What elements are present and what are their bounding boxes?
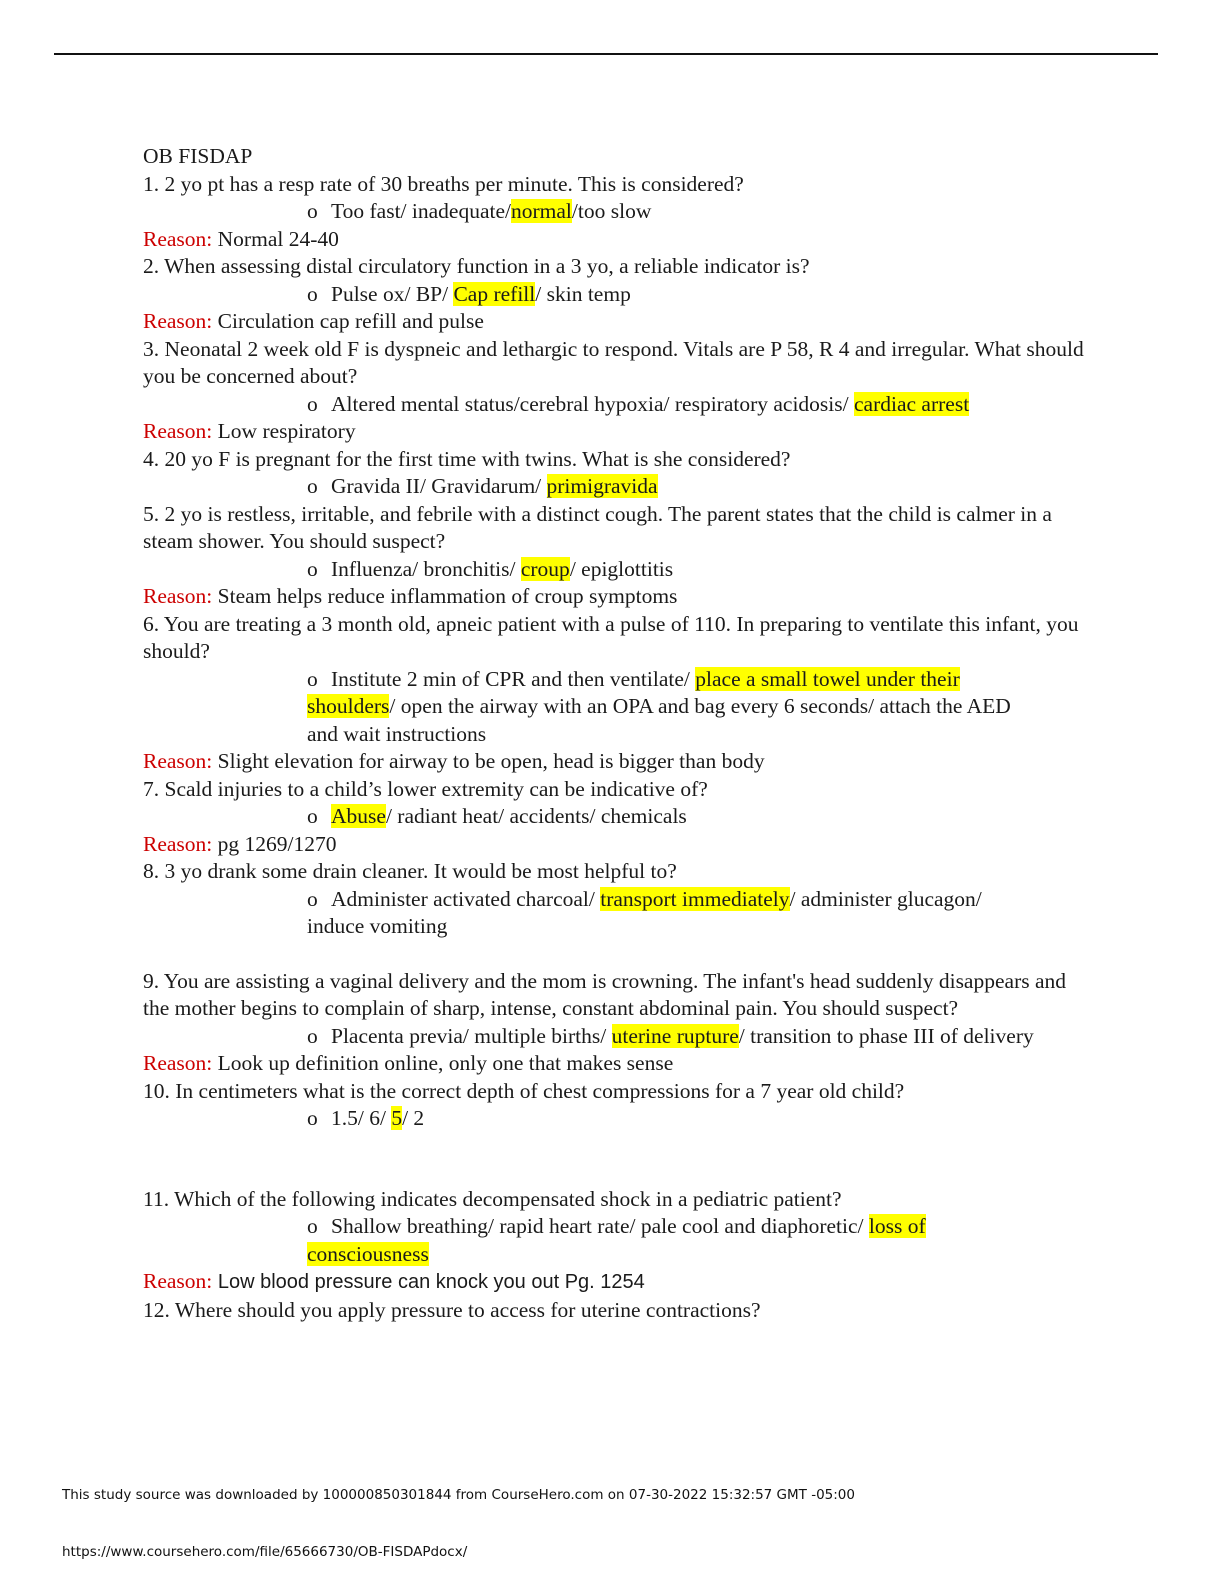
option-text: Altered mental status/cerebral hypoxia/ respiratory acidosis/ xyxy=(331,391,854,416)
correct-answer-8: transport immediately xyxy=(600,886,790,911)
spacer xyxy=(143,1133,1088,1186)
option-text: / 2 xyxy=(402,1106,425,1130)
option-text: Gravida II/ Gravidarum/ xyxy=(331,474,547,498)
reason-text: Steam helps reduce inflammation of croup symptoms xyxy=(212,584,678,608)
option-text: Placenta previa/ multiple births/ xyxy=(331,1023,612,1048)
header-rule xyxy=(54,53,1158,55)
download-notice: This study source was downloaded by 100000850301844 from CourseHero.com on 07-30-2022 15:32:57 GMT -05:00 xyxy=(62,1487,855,1503)
correct-answer-6: place a small towel under their shoulders xyxy=(307,666,960,718)
reason-text: Slight elevation for airway to be open, head is bigger than body xyxy=(212,749,765,773)
reason-label: Reason: xyxy=(143,831,213,856)
correct-answer-4: primigravida xyxy=(546,474,658,498)
option-bullet: o xyxy=(307,199,318,223)
options-9 xyxy=(143,1023,1042,1051)
option-text: Pulse ox/ BP/ xyxy=(331,281,454,306)
option-bullet: o xyxy=(307,1023,318,1048)
reason-text: Look up definition online, only one that makes sense xyxy=(212,1051,674,1075)
spacer xyxy=(143,941,1088,968)
correct-answer-7: Abuse xyxy=(331,804,386,828)
option-text: / transition to phase III of delivery xyxy=(738,1023,1034,1048)
question-7: 7. Scald injuries to a child’s lower extremity can be indicative of? xyxy=(143,776,708,801)
document-body xyxy=(143,143,1088,1324)
reason-label: Reason: xyxy=(143,419,213,443)
reason-label: Reason: xyxy=(143,1269,213,1293)
option-text: Too fast/ inadequate/ xyxy=(331,199,511,223)
option-text: / open the airway with an OPA and bag every 6 seconds/ attach the AED and wait instructions xyxy=(307,694,1011,746)
question-11: 11. Which of the following indicates decompensated shock in a pediatric patient? xyxy=(143,1186,842,1211)
correct-answer-10: 5 xyxy=(391,1106,403,1130)
option-bullet: o xyxy=(307,1106,318,1130)
option-bullet: o xyxy=(307,886,318,911)
source-url[interactable]: https://www.coursehero.com/file/65666730/OB-FISDAPdocx/ xyxy=(62,1544,468,1560)
option-text: /too slow xyxy=(571,199,652,223)
option-text: / skin temp xyxy=(535,281,631,306)
question-12: 12. Where should you apply pressure to access for uterine contractions? xyxy=(143,1297,761,1322)
reason-2 xyxy=(143,308,1088,336)
option-text: Administer activated charcoal/ xyxy=(331,886,601,911)
correct-answer-3: cardiac arrest xyxy=(854,391,970,416)
reason-7 xyxy=(143,831,1088,859)
reason-11 xyxy=(143,1268,1088,1297)
reason-text: pg 1269/1270 xyxy=(212,831,337,856)
reason-5 xyxy=(143,583,1088,611)
question-2: 2. When assessing distal circulatory function in a 3 yo, a reliable indicator is? xyxy=(143,254,810,278)
correct-answer-9: uterine rupture xyxy=(611,1023,739,1048)
options-2 xyxy=(143,281,1042,309)
reason-3 xyxy=(143,418,1088,446)
question-1: 1. 2 yo pt has a resp rate of 30 breaths per minute. This is considered? xyxy=(143,171,744,196)
option-bullet: o xyxy=(307,281,318,306)
question-5: 5. 2 yo is restless, irritable, and febrile with a distinct cough. The parent states that the child is calmer in a steam shower. You should suspect? xyxy=(143,501,1052,553)
option-text: Institute 2 min of CPR and then ventilate/ xyxy=(331,666,696,691)
question-9: 9. You are assisting a vaginal delivery and the mom is crowning. The infant's head suddenly disappears and the mother begins to complain of sharp, intense, constant abdominal pain. You should suspect? xyxy=(143,968,1067,1020)
reason-label: Reason: xyxy=(143,226,213,251)
reason-1 xyxy=(143,226,1088,254)
document-title: OB FISDAP xyxy=(143,144,253,168)
options-5 xyxy=(143,556,1042,584)
reason-6 xyxy=(143,748,1088,776)
reason-text: Circulation cap refill and pulse xyxy=(212,309,484,333)
options-1 xyxy=(143,198,1042,226)
reason-label: Reason: xyxy=(143,584,213,608)
reason-label: Reason: xyxy=(143,749,213,773)
options-3 xyxy=(143,391,1042,419)
question-10: 10. In centimeters what is the correct depth of chest compressions for a 7 year old child? xyxy=(143,1078,905,1103)
question-3: 3. Neonatal 2 week old F is dyspneic and lethargic to respond. Vitals are P 58, R 4 and irregular. What should you be concerned about? xyxy=(143,336,1084,388)
reason-text: Normal 24-40 xyxy=(212,226,339,251)
option-text: / administer glucagon/ induce vomiting xyxy=(307,886,982,938)
option-bullet: o xyxy=(307,804,318,828)
options-8 xyxy=(143,886,1042,941)
correct-answer-11: loss of consciousness xyxy=(307,1214,926,1266)
reason-9 xyxy=(143,1050,1088,1078)
option-bullet: o xyxy=(307,1214,318,1238)
options-4 xyxy=(143,473,1042,501)
options-10 xyxy=(143,1105,1042,1133)
option-bullet: o xyxy=(307,666,318,691)
option-text: / radiant heat/ accidents/ chemicals xyxy=(385,804,687,828)
options-11 xyxy=(143,1213,1042,1268)
reason-text: Low blood pressure can knock you out Pg. 1254 xyxy=(212,1271,645,1293)
option-text: Shallow breathing/ rapid heart rate/ pale cool and diaphoretic/ xyxy=(331,1214,869,1238)
reason-label: Reason: xyxy=(143,309,213,333)
question-4: 4. 20 yo F is pregnant for the first time with twins. What is she considered? xyxy=(143,446,791,471)
reason-label: Reason: xyxy=(143,1051,213,1075)
option-text: / epiglottitis xyxy=(569,556,674,581)
option-bullet: o xyxy=(307,556,318,581)
question-8: 8. 3 yo drank some drain cleaner. It would be most helpful to? xyxy=(143,859,677,883)
option-bullet: o xyxy=(307,391,318,416)
reason-text: Low respiratory xyxy=(212,419,356,443)
option-bullet: o xyxy=(307,474,318,498)
question-6: 6. You are treating a 3 month old, apneic patient with a pulse of 110. In preparing to ventilate this infant, you should? xyxy=(143,611,1079,663)
correct-answer-2: Cap refill xyxy=(453,281,536,306)
options-7 xyxy=(143,803,1042,831)
correct-answer-1: normal xyxy=(511,199,572,223)
option-text: 1.5/ 6/ xyxy=(331,1106,392,1130)
correct-answer-5: croup xyxy=(520,556,570,581)
options-6 xyxy=(143,666,1042,749)
option-text: Influenza/ bronchitis/ xyxy=(331,556,521,581)
